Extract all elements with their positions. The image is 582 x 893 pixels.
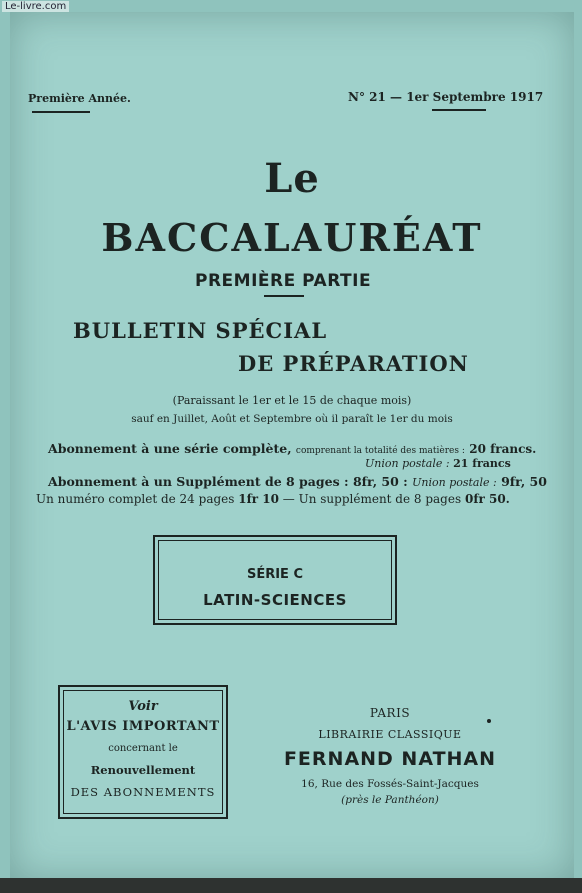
page-title: BACCALAURÉAT — [101, 215, 483, 260]
supplement-price: 0fr 50. — [464, 492, 510, 506]
supplement-union-price: 9fr, 50 — [501, 474, 547, 489]
union-postale-price: 21 francs — [453, 457, 511, 470]
notice-voir: Voir — [128, 699, 158, 714]
ink-dot — [487, 719, 491, 723]
full-series-note: comprenant la totalité des matières : — [295, 446, 465, 456]
publisher-librairie: LIBRAIRIE CLASSIQUE — [318, 728, 462, 741]
publisher-name: FERNAND NATHAN — [283, 748, 497, 770]
numero-price: 1fr 10 — [238, 492, 279, 506]
part-subtitle: PREMIÈRE PARTIE — [195, 271, 372, 291]
publisher-address: 16, Rue des Fossés-Saint-Jacques — [301, 778, 479, 790]
full-series-label: Abonnement à une série complète, — [48, 441, 292, 456]
numero-text: Un numéro complet de 24 pages — [36, 492, 235, 506]
series-box — [153, 535, 397, 625]
full-series-price: 20 francs. — [469, 442, 537, 456]
notice-abonnements: DES ABONNEMENTS — [70, 785, 216, 799]
issue-underline — [432, 109, 486, 111]
union-postale-label: Union postale : — [365, 457, 450, 470]
series-box-inner — [158, 540, 392, 620]
bulletin-line-1: BULLETIN SPÉCIAL — [73, 318, 328, 343]
bulletin-line-2: DE PRÉPARATION — [238, 351, 469, 376]
notice-box-inner — [63, 690, 223, 814]
watermark: Le-livre.com — [2, 1, 69, 12]
frequency-text: (Paraissant le 1er et le 15 de chaque mois) — [172, 394, 412, 407]
part-underline — [264, 295, 304, 297]
notice-avis: L'AVIS IMPORTANT — [66, 719, 220, 734]
year-label: Première Année. — [28, 92, 131, 105]
series-name: LATIN-SCIENCES — [203, 591, 347, 609]
document-cover — [10, 12, 574, 880]
notice-box — [58, 685, 228, 819]
bottom-shadow — [0, 878, 582, 893]
series-label: SÉRIE C — [246, 567, 304, 582]
exception-text: sauf en Juillet, Août et Septembre où il paraît le 1er du mois — [131, 413, 453, 425]
year-underline — [32, 111, 90, 113]
supplement-label: Abonnement à un Supplément de 8 pages : 8fr, 50 : — [48, 474, 408, 489]
notice-renouvellement: Renouvellement — [90, 763, 196, 777]
full-series-subscription — [48, 441, 536, 456]
title-le: Le — [264, 155, 320, 202]
supplement-union-label: Union postale : — [412, 476, 497, 489]
supplement-text: — Un supplément de 8 pages — [282, 492, 462, 506]
union-postale-line — [365, 457, 511, 470]
issue-label: N° 21 — 1er Septembre 1917 — [348, 90, 544, 104]
numero-line — [36, 492, 510, 506]
publisher-city: PARIS — [369, 706, 411, 720]
supplement-subscription — [48, 474, 547, 489]
notice-concernant: concernant le — [108, 743, 178, 754]
publisher-near: (près le Panthéon) — [341, 794, 439, 806]
